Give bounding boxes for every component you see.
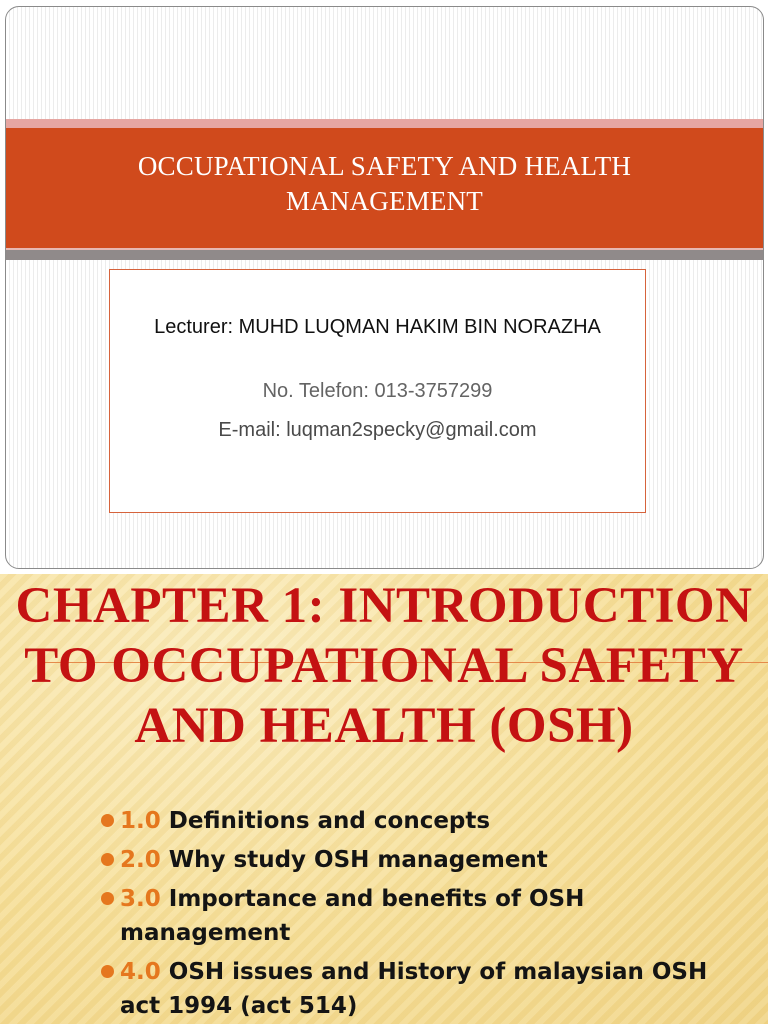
bullet-icon xyxy=(101,965,114,978)
topic-text: OSH issues and History of malaysian OSH act 1994 (act 514) xyxy=(120,959,708,1019)
lecturer-name: Lecturer: MUHD LUQMAN HAKIM BIN NORAZHA xyxy=(154,316,601,338)
topic-text: Why study OSH management xyxy=(168,847,548,873)
list-item xyxy=(101,955,748,1023)
bullet-icon xyxy=(101,814,114,827)
chapter-title: CHAPTER 1: INTRODUCTION TO OCCUPATIONAL SAFETY AND HEALTH (OSH) xyxy=(15,578,753,754)
topic-text: Importance and benefits of OSH management xyxy=(120,886,585,946)
topic-number: 3.0 xyxy=(120,886,169,912)
list-item xyxy=(101,882,748,950)
topic-number: 1.0 xyxy=(120,808,169,834)
lecturer-email: E-mail: luqman2specky@gmail.com xyxy=(218,419,537,441)
topic-number: 4.0 xyxy=(120,959,169,985)
list-item xyxy=(101,843,748,877)
course-title: OCCUPATIONAL SAFETY AND HEALTH MANAGEMENT xyxy=(137,151,632,216)
bullet-icon xyxy=(101,853,114,866)
bullet-icon xyxy=(101,892,114,905)
topic-list xyxy=(101,804,748,1024)
topic-number: 2.0 xyxy=(120,847,169,873)
topic-text: Definitions and concepts xyxy=(168,808,491,834)
chapter-slide xyxy=(0,574,768,1024)
lecturer-phone: No. Telefon: 013-3757299 xyxy=(262,380,493,402)
title-slide xyxy=(5,6,764,569)
bottom-accent-band xyxy=(6,250,763,260)
top-accent-band xyxy=(6,119,763,128)
list-item xyxy=(101,804,748,838)
lecturer-info-box xyxy=(109,269,646,513)
